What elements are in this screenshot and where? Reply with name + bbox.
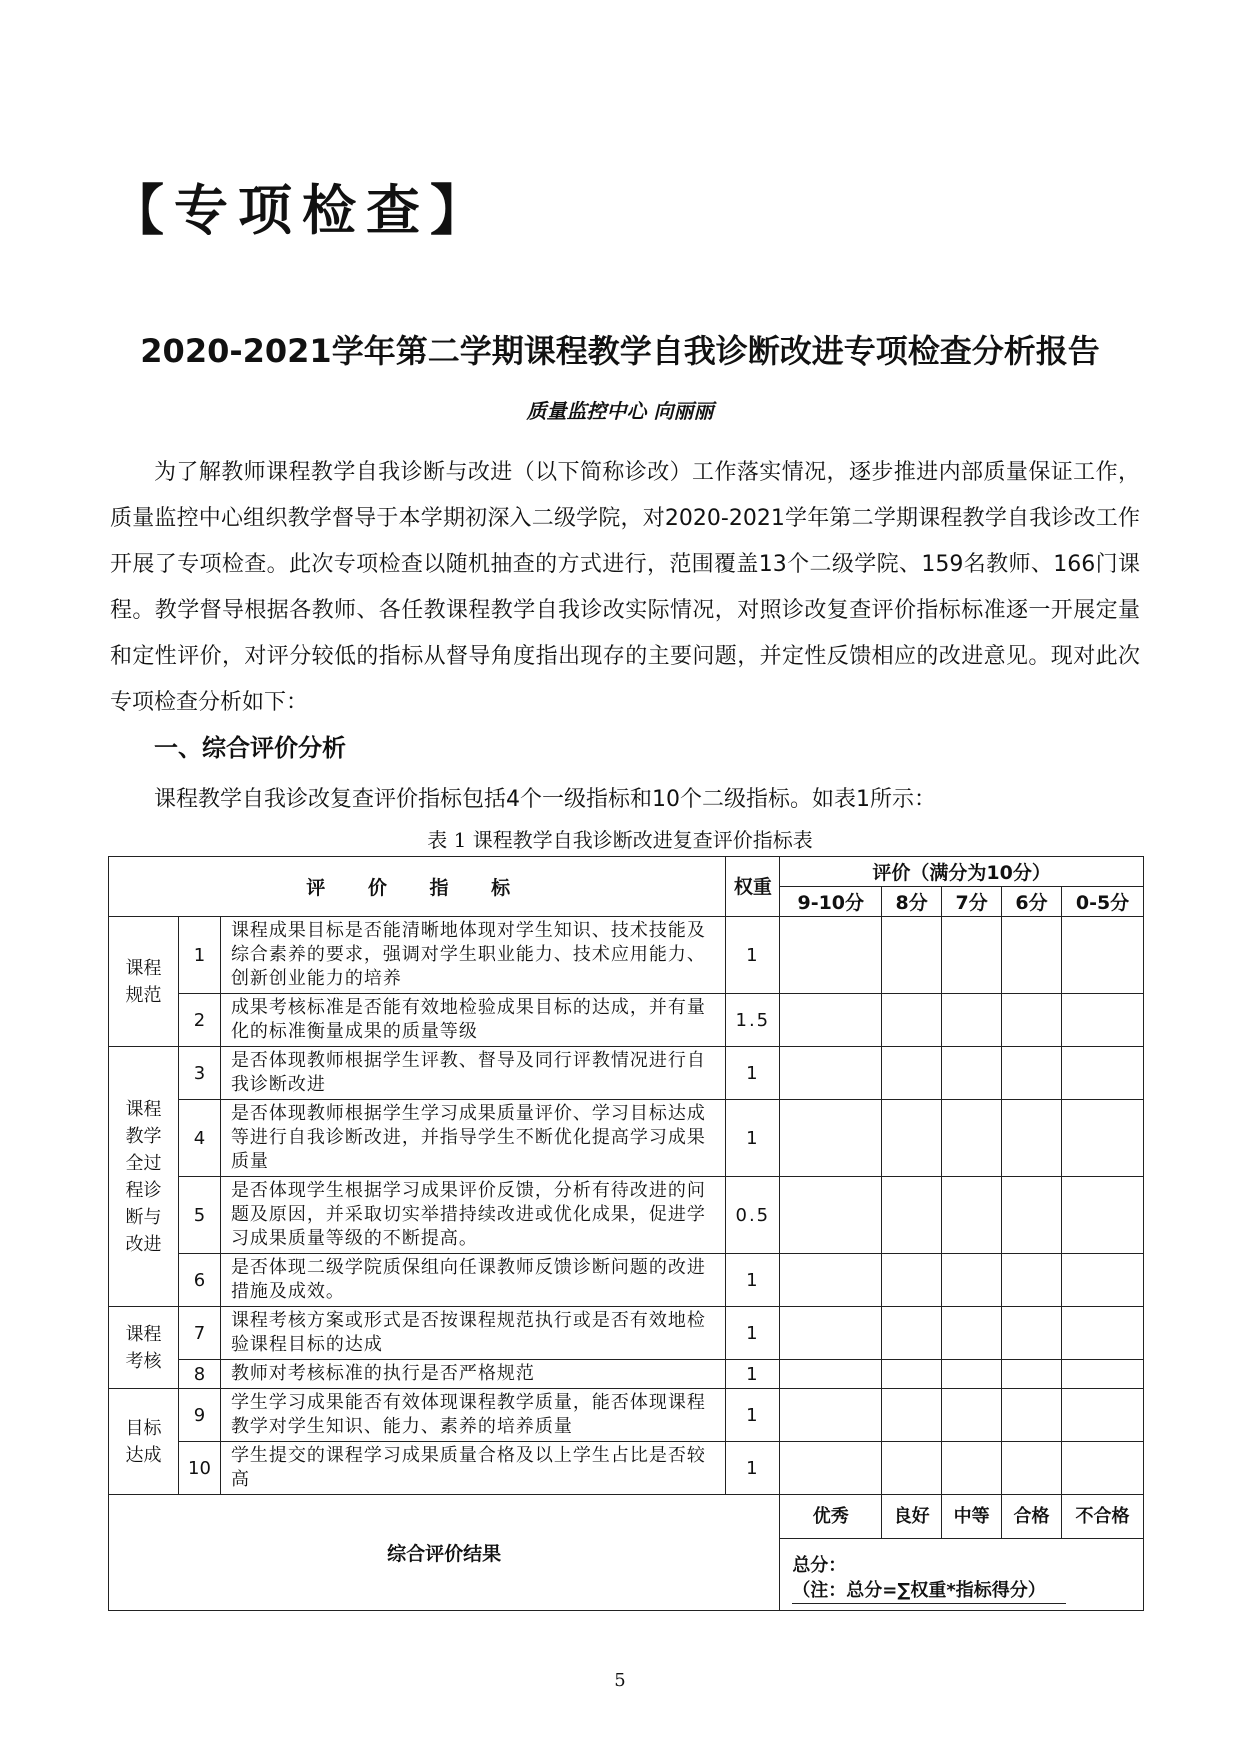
score-cell[interactable]	[1062, 1177, 1144, 1254]
score-cell[interactable]	[942, 1100, 1002, 1177]
score-cell[interactable]	[1062, 1047, 1144, 1100]
score-cell[interactable]	[780, 1389, 882, 1442]
score-cell[interactable]	[882, 994, 942, 1047]
weight-cell: 1	[726, 1360, 780, 1389]
score-cell[interactable]	[882, 1047, 942, 1100]
header-score: 评价（满分为10分）	[780, 857, 1144, 887]
score-cell[interactable]	[780, 917, 882, 994]
total-score-cell	[780, 1539, 1144, 1611]
score-cell[interactable]	[1062, 1389, 1144, 1442]
header-weight: 权重	[726, 857, 780, 917]
index-number: 9	[178, 1389, 220, 1442]
score-cell[interactable]	[780, 1100, 882, 1177]
score-cell[interactable]	[1062, 917, 1144, 994]
score-cell[interactable]	[942, 994, 1002, 1047]
score-cell[interactable]	[882, 1360, 942, 1389]
index-description: 学生提交的课程学习成果质量合格及以上学生占比是否较高	[220, 1442, 725, 1495]
total-note: （注：总分=∑权重*指标得分）	[792, 1578, 1065, 1604]
total-label: 总分：	[792, 1555, 847, 1576]
grade-cell: 良好	[882, 1495, 942, 1539]
index-description: 学生学习成果能否有效体现课程教学质量，能否体现课程教学对学生知识、能力、素养的培养质量	[220, 1389, 725, 1442]
header-indicator: 评 价 指 标	[109, 857, 726, 917]
body-paragraph	[110, 450, 1140, 726]
score-cell[interactable]	[780, 1360, 882, 1389]
score-cell[interactable]	[1062, 1100, 1144, 1177]
index-number: 8	[178, 1360, 220, 1389]
evaluation-index-table	[108, 856, 1144, 1611]
index-number: 5	[178, 1177, 220, 1254]
score-cell[interactable]	[1002, 1360, 1062, 1389]
index-description: 是否体现教师根据学生学习成果质量评价、学习目标达成等进行自我诊断改进，并指导学生不断优化提高学习成果质量	[220, 1100, 725, 1177]
table-row	[109, 917, 1144, 994]
category-label: 课程考核	[125, 1323, 162, 1372]
index-description: 教师对考核标准的执行是否严格规范	[220, 1360, 725, 1389]
category-cell	[109, 917, 179, 1047]
score-col-header: 9-10分	[780, 887, 882, 917]
score-cell[interactable]	[942, 1442, 1002, 1495]
grade-cell: 优秀	[780, 1495, 882, 1539]
index-description: 是否体现教师根据学生评教、督导及同行评教情况进行自我诊断改进	[220, 1047, 725, 1100]
intro-sentence: 课程教学自我诊改复查评价指标包括4个一级指标和10个二级指标。如表1所示：	[154, 787, 936, 812]
score-cell[interactable]	[780, 1177, 882, 1254]
index-number: 7	[178, 1307, 220, 1360]
table-row	[109, 994, 1144, 1047]
score-cell[interactable]	[882, 1442, 942, 1495]
score-cell[interactable]	[882, 1307, 942, 1360]
score-cell[interactable]	[780, 1254, 882, 1307]
index-description: 是否体现二级学院质保组向任课教师反馈诊断问题的改进措施及成效。	[220, 1254, 725, 1307]
score-cell[interactable]	[882, 1389, 942, 1442]
score-cell[interactable]	[1062, 1254, 1144, 1307]
weight-cell: 1	[726, 1389, 780, 1442]
weight-cell: 1	[726, 1442, 780, 1495]
paragraph-1: 为了解教师课程教学自我诊断与改进（以下简称诊改）工作落实情况，逐步推进内部质量保证工作，质量监控中心组织教学督导于本学期初深入二级学院，对2020-2021学年第二学期课程教学自我诊改工作开展了专项检查。此次专项检查以随机抽查的方式进行，范围覆盖13个二级学院、159名教师、166门课程。教学督导根据各教师、各任教课程教学自我诊改实际情况，对照诊改复查评价指标标准逐一开展定量和定性评价，对评分较低的指标从督导角度指出现存的主要问题，并定性反馈相应的改进意见。现对此次专项检查分析如下：	[110, 460, 1140, 715]
score-col-header: 0-5分	[1062, 887, 1144, 917]
category-cell	[109, 1307, 179, 1389]
weight-cell: 0.5	[726, 1177, 780, 1254]
page-number: 5	[614, 1670, 626, 1691]
index-number: 3	[178, 1047, 220, 1100]
score-cell[interactable]	[1002, 1389, 1062, 1442]
score-cell[interactable]	[942, 1254, 1002, 1307]
score-cell[interactable]	[1002, 1047, 1062, 1100]
score-cell[interactable]	[1062, 1442, 1144, 1495]
score-cell[interactable]	[780, 1442, 882, 1495]
table-row	[109, 1442, 1144, 1495]
author-line: 质量监控中心 向丽丽	[526, 399, 714, 423]
score-cell[interactable]	[1062, 1307, 1144, 1360]
score-cell[interactable]	[942, 917, 1002, 994]
category-label: 课程教学全过程诊断与改进	[125, 1098, 162, 1255]
index-description: 成果考核标准是否能有效地检验成果目标的达成，并有量化的标准衡量成果的质量等级	[220, 994, 725, 1047]
index-number: 2	[178, 994, 220, 1047]
score-cell[interactable]	[942, 1360, 1002, 1389]
section-heading: 【专项检查】	[110, 179, 494, 242]
score-cell[interactable]	[1002, 1307, 1062, 1360]
score-cell[interactable]	[882, 1100, 942, 1177]
score-cell[interactable]	[780, 1307, 882, 1360]
summary-label: 综合评价结果	[109, 1495, 780, 1611]
heading-comprehensive-analysis: 一、综合评价分析	[154, 734, 346, 762]
table-row	[109, 1100, 1144, 1177]
category-cell	[109, 1047, 179, 1307]
report-title: 2020-2021学年第二学期课程教学自我诊断改进专项检查分析报告	[140, 332, 1100, 370]
table-row	[109, 1360, 1144, 1389]
index-number: 6	[178, 1254, 220, 1307]
table-row	[109, 1177, 1144, 1254]
weight-cell: 1.5	[726, 994, 780, 1047]
weight-cell: 1	[726, 1047, 780, 1100]
grade-cell: 合格	[1002, 1495, 1062, 1539]
score-cell[interactable]	[882, 917, 942, 994]
category-label: 课程规范	[125, 957, 162, 1006]
index-description: 课程考核方案或形式是否按课程规范执行或是否有效地检验课程目标的达成	[220, 1307, 725, 1360]
score-cell[interactable]	[882, 1254, 942, 1307]
score-cell[interactable]	[1002, 1177, 1062, 1254]
grade-cell: 不合格	[1062, 1495, 1144, 1539]
category-cell	[109, 1389, 179, 1495]
table-caption: 表 1 课程教学自我诊断改进复查评价指标表	[427, 828, 813, 852]
score-col-header: 8分	[882, 887, 942, 917]
score-cell[interactable]	[1062, 994, 1144, 1047]
index-description: 是否体现学生根据学习成果评价反馈，分析有待改进的问题及原因，并采取切实举措持续改进或优化成果，促进学习成果质量等级的不断提高。	[220, 1177, 725, 1254]
score-cell[interactable]	[1002, 1254, 1062, 1307]
score-cell[interactable]	[1002, 994, 1062, 1047]
score-cell[interactable]	[780, 1047, 882, 1100]
table-row	[109, 1254, 1144, 1307]
score-cell[interactable]	[780, 994, 882, 1047]
score-cell[interactable]	[942, 1307, 1002, 1360]
weight-cell: 1	[726, 917, 780, 994]
score-cell[interactable]	[1002, 1100, 1062, 1177]
score-col-header: 6分	[1002, 887, 1062, 917]
score-cell[interactable]	[1062, 1360, 1144, 1389]
index-description: 课程成果目标是否能清晰地体现对学生知识、技术技能及综合素养的要求，强调对学生职业能力、技术应用能力、创新创业能力的培养	[220, 917, 725, 994]
score-cell[interactable]	[942, 1389, 1002, 1442]
table-row	[109, 1389, 1144, 1442]
weight-cell: 1	[726, 1254, 780, 1307]
grade-cell: 中等	[942, 1495, 1002, 1539]
weight-cell: 1	[726, 1100, 780, 1177]
category-label: 目标达成	[125, 1417, 162, 1466]
index-number: 10	[178, 1442, 220, 1495]
score-cell[interactable]	[942, 1177, 1002, 1254]
score-col-header: 7分	[942, 887, 1002, 917]
score-cell[interactable]	[1002, 917, 1062, 994]
index-number: 4	[178, 1100, 220, 1177]
index-number: 1	[178, 917, 220, 994]
score-cell[interactable]	[1002, 1442, 1062, 1495]
score-cell[interactable]	[882, 1177, 942, 1254]
weight-cell: 1	[726, 1307, 780, 1360]
score-cell[interactable]	[942, 1047, 1002, 1100]
table-row	[109, 1047, 1144, 1100]
table-row	[109, 1307, 1144, 1360]
